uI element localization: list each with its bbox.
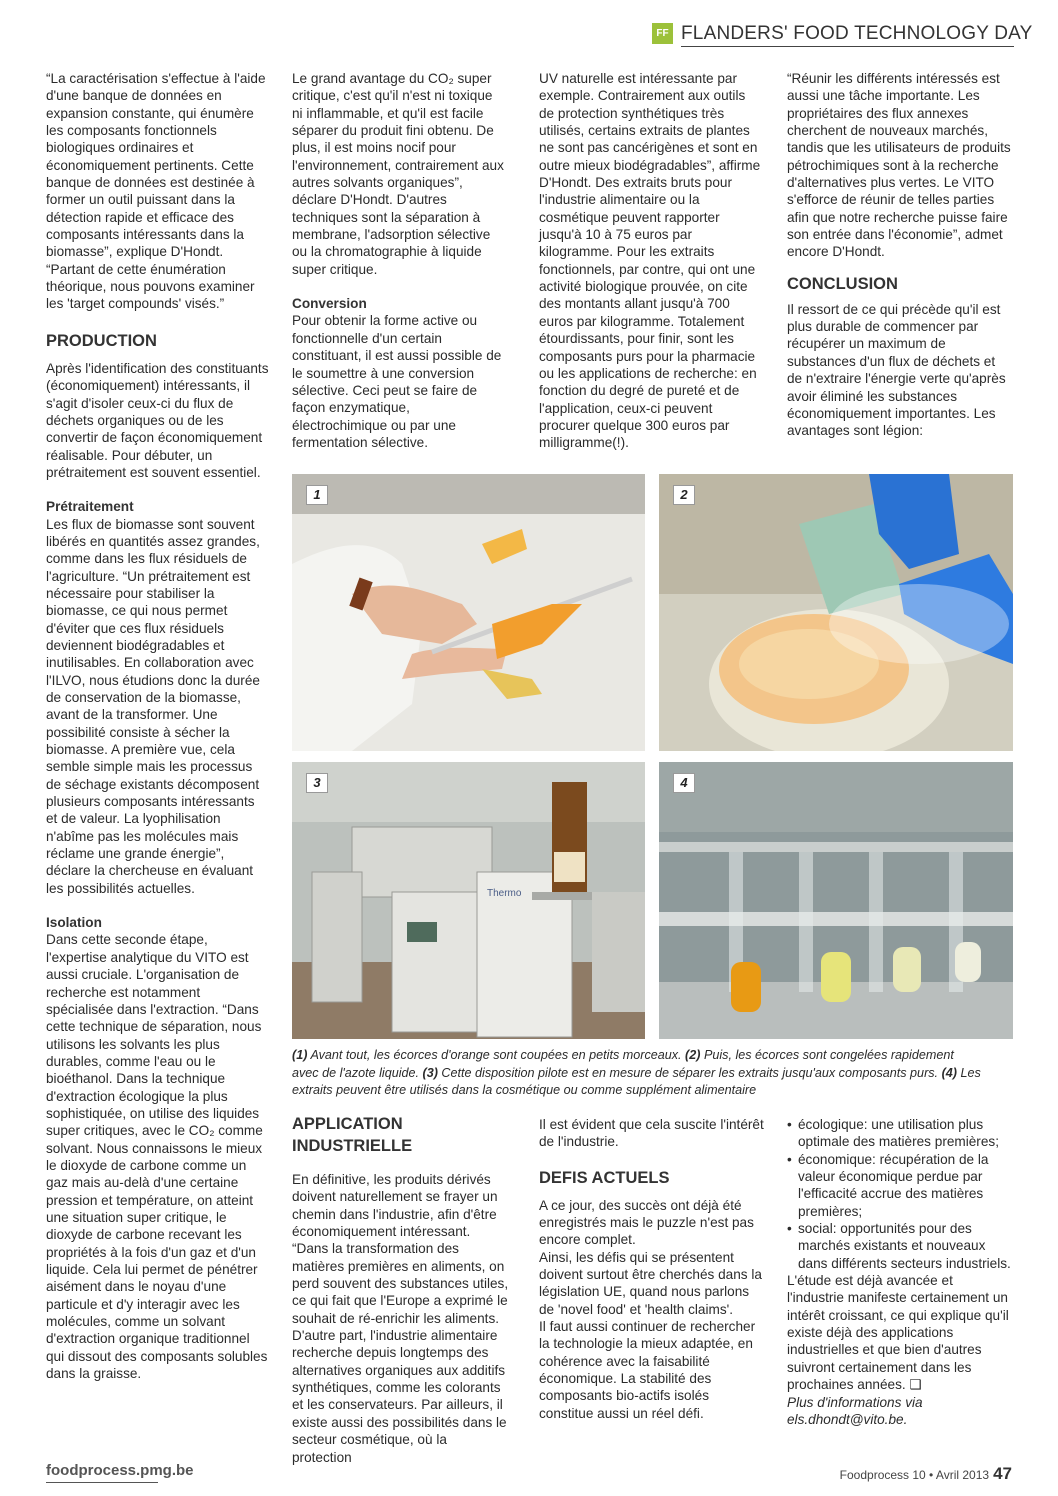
- photo-3-pilot-setup: [292, 762, 645, 1039]
- footer-site-link[interactable]: foodprocess.pmg.be: [46, 1462, 194, 1479]
- caption-text-3: Cette disposition pilote est en mesure de séparer les extraits jusqu'aux composants purs.: [437, 1065, 942, 1080]
- footer-rule: [46, 1482, 158, 1483]
- reunir-paragraph: “Réunir les différents intéressés est aussi une tâche importante. Les propriétaires des flux annexes cherchent de nouveaux marchés, tandis que les utilisateurs de produits pétrochimiques sont à la recherche d'alternatives plus vertes. Le VITO s'efforce de réunir de telles parties afin que notre recherche puisse faire son entrée dans l'économie”, admet encore D'Hondt.: [787, 71, 1011, 260]
- defis-paragraph-1: A ce jour, des succès ont déjà été enregistrés mais le puzzle n'est pas encore complet.: [539, 1197, 754, 1248]
- heading-application: APPLICATION INDUSTRIELLE: [292, 1115, 413, 1155]
- heading-conclusion: CONCLUSION: [787, 274, 898, 293]
- list-item: • écologique: une utilisation plus optimale des matières premières;: [787, 1116, 1012, 1151]
- info-line: Plus d'informations via: [787, 1394, 923, 1410]
- list-item: • social: opportunités pour des marchés existants et nouveaux dans différents secteurs industriels.: [787, 1220, 1012, 1272]
- photo-4-test-tubes: [659, 762, 1013, 1039]
- footer-issue: [840, 1464, 1012, 1484]
- production-paragraph: Après l'identification des constituants (économiquement) intéressants, il s'agit d'isoler ceux-ci du flux de déchets organiques ou de les convertir de façon économiquement réalisable. Pour débuter, un prétraitement est souvent essentiel.: [46, 360, 269, 480]
- column-3-bottom: [539, 1116, 764, 1422]
- page-number: 47: [993, 1464, 1012, 1483]
- column-3-top: [539, 70, 764, 452]
- heading-isolation: Isolation: [46, 915, 102, 931]
- caption-num-4: (4): [941, 1065, 957, 1080]
- caption-text-1: Avant tout, les écorces d'orange sont coupées en petits morceaux.: [307, 1048, 686, 1062]
- interest-paragraph: Il est évident que cela suscite l'intérêt de l'industrie.: [539, 1117, 764, 1150]
- photo-number-3: 3: [306, 773, 328, 793]
- thermo-label: Thermo: [487, 888, 522, 899]
- heading-pretraitement: Prétraitement: [46, 499, 134, 515]
- closing-paragraph: L'étude est déjà avancée et l'industrie manifeste certainement un intérêt croissant, ce qui explique qu'il existe déjà des applications industrielles et que bien d'autres suivront certainement dans les prochaines années.: [787, 1273, 1009, 1393]
- contact-email[interactable]: els.dhondt@vito.be.: [787, 1411, 908, 1427]
- running-header: [652, 22, 1033, 48]
- isolation-paragraph: Dans cette seconde étape, l'expertise analytique du VITO est aussi cruciale. L'organisation de recherche est notamment spécialisée dans l'extraction. “Dans cette technique de séparation, nous utilisons les solvants les plus durables, comme l'eau ou le bioéthanol. Dans la technique d'extraction écologique la plus sophistiquée, on utilise des liquides super critiques, avec le CO₂ comme solvant. Nous connaissons le mieux le dioxyde de carbone comme un gaz mais au-delà d'une certaine pression et température, on atteint une situation super critique, le dioxyde de carbone recevant les propriétés à la fois d'un gaz et d'un liquide. Cela lui permet de pénétrer aisément dans le noyau d'une particule et d'y interagir avec les molécules, comme un solvant d'extraction organique traditionnel qui dissout des composants solubles dans la graisse.: [46, 932, 268, 1382]
- caption-text-2: Puis, les écorces sont congelées rapidement avec de l'azote liquide.: [292, 1048, 954, 1080]
- photo-caption: [292, 1047, 982, 1100]
- section-title: FLANDERS' FOOD TECHNOLOGY DAY: [681, 23, 1033, 44]
- column-2-bottom: [292, 1113, 510, 1466]
- heading-defis: DEFIS ACTUELS: [539, 1168, 670, 1187]
- heading-conversion: Conversion: [292, 296, 367, 312]
- caption-num-1: (1): [292, 1048, 308, 1062]
- column-2-top: [292, 70, 505, 451]
- end-mark: ❑: [909, 1377, 922, 1393]
- caption-text-4: Les extraits peuvent être utilisés dans la cosmétique ou comme supplément alimentaire: [292, 1065, 981, 1097]
- advantages-list: [787, 1116, 1012, 1272]
- ff-logo: FF: [652, 23, 673, 44]
- photo-number-2: 2: [673, 485, 695, 505]
- pretraitement-paragraph: Les flux de biomasse sont souvent libérés en quantités assez grandes, comme dans les flux résiduels de l'agriculture. “Un prétraitement est nécessaire pour stabiliser la biomasse, ce qui nous permet d'éviter que ces flux résiduels deviennent biodégradables et inutilisables. En collaboration avec l'ILVO, nous étudions donc la durée de conservation de la biomasse, avant de la transformer. Une possibilité consiste à sécher la biomasse. A première vue, cela semble simple mais les processus de séchage existants décomposent plusieurs composants intéressants et de valeur. La lyophilisation n'abîme pas les molécules mais réclame une grande énergie”, déclare la chercheuse en évaluant les possibilités actuelles.: [46, 516, 260, 896]
- header-rule: [681, 46, 1014, 47]
- conclusion-paragraph: Il ressort de ce qui précède qu'il est plus durable de commencer par récupérer un maximum de substances d'un flux de déchets et de n'extraire l'énergie verte qu'après avoir éliminé les substances économiquement importantes. Les avantages sont légion:: [787, 301, 1006, 439]
- column-4-top: [787, 70, 1012, 440]
- defis-paragraph-3: Il faut aussi continuer de rechercher la technologie la mieux adaptée, en cohérence avec la faisabilité économique. La stabilité des composants bio-actifs isolés constitue aussi un réel défi.: [539, 1319, 756, 1421]
- conversion-paragraph: Pour obtenir la forme active ou fonctionnelle d'un certain constituant, il est aussi possible de le soumettre à une conversion sélective. Ceci peut se faire de façon enzymatique, électrochimique ou par une fermentation sélective.: [292, 313, 502, 450]
- photo-number-4: 4: [673, 773, 695, 793]
- caption-num-3: (3): [422, 1065, 438, 1080]
- intro-paragraph: “La caractérisation s'effectue à l'aide d'une banque de données en expansion constante, qui énumère les composants fonctionnels biologiques ordinaires et économiquement pertinents. Cette banque de données est destinée à former un outil puissant dans la détection rapide et efficace des composants intéressants dans la biomasse”, explique D'Hondt. “Partant de cette énumération théorique, nous pouvons examiner les 'target compounds' visés.”: [46, 71, 266, 312]
- column-4-bottom: [787, 1116, 1012, 1428]
- column-1: [46, 70, 269, 1382]
- issue-label: Foodprocess 10 • Avril 2013: [839, 1468, 990, 1482]
- application-paragraph: En définitive, les produits dérivés doivent naturellement se frayer un chemin dans l'industrie, afin d'être économiquement intéressant. “Dans la transformation des matières premières en aliments, on perd souvent des substances utiles, ce qui fait que l'Europe a exprimé le souhait de ré-enrichir les aliments. D'autre part, l'industrie alimentaire recherche depuis longtemps des alternatives organiques aux additifs synthétiques, comme les colorants et les conservateurs. Par ailleurs, il existe aussi des possibilités dans le secteur cosmétique, où la protection: [292, 1172, 509, 1465]
- caption-num-2: (2): [685, 1048, 701, 1062]
- defis-paragraph-2: Ainsi, les défis qui se présentent doivent surtout être cherchés dans la législation UE, quand nous parlons de 'novel food' et 'health claims'.: [539, 1249, 762, 1317]
- photo-2-freezing: [659, 474, 1013, 751]
- list-item: • économique: récupération de la valeur économique perdue par l'efficacité accrue des matières premières;: [787, 1151, 1012, 1220]
- co2-paragraph: Le grand avantage du CO₂ super critique, c'est qu'il n'est ni toxique ni inflammable, et qu'il est facile séparer du produit fini obtenu. De plus, il est moins nocif pour l'environnement, contrairement aux autres solvants organiques”, déclare D'Hondt. D'autres techniques sont la séparation à membrane, l'adsorption sélective ou la chromatographie à liquide super critique.: [292, 71, 504, 277]
- uv-paragraph: UV naturelle est intéressante par exemple. Contrairement aux outils de protection synthétiques très utilisés, certains extraits de plantes ne sont pas cancérigènes et sont en outre mieux biodégradables”, affirme D'Hondt. Des extraits bruts pour l'industrie alimentaire ou la cosmétique peuvent rapporter jusqu'à 10 à 75 euros par kilogramme. Pour les extraits fonctionnels, par contre, qui ont une activité biologique prouvée, on cite des montants allant jusqu'à 700 euros par kilogramme. Totalement étourdissants, pour finir, sont les composants purs pour la pharmacie ou les applications de recherche: en fonction du degré de pureté et de l'application, ceux-ci peuvent procurer quelque 300 euros par milligramme(!).: [539, 71, 761, 451]
- photo-number-1: 1: [306, 485, 328, 505]
- photo-1-cutting-peel: [292, 474, 645, 751]
- heading-production: PRODUCTION: [46, 331, 157, 350]
